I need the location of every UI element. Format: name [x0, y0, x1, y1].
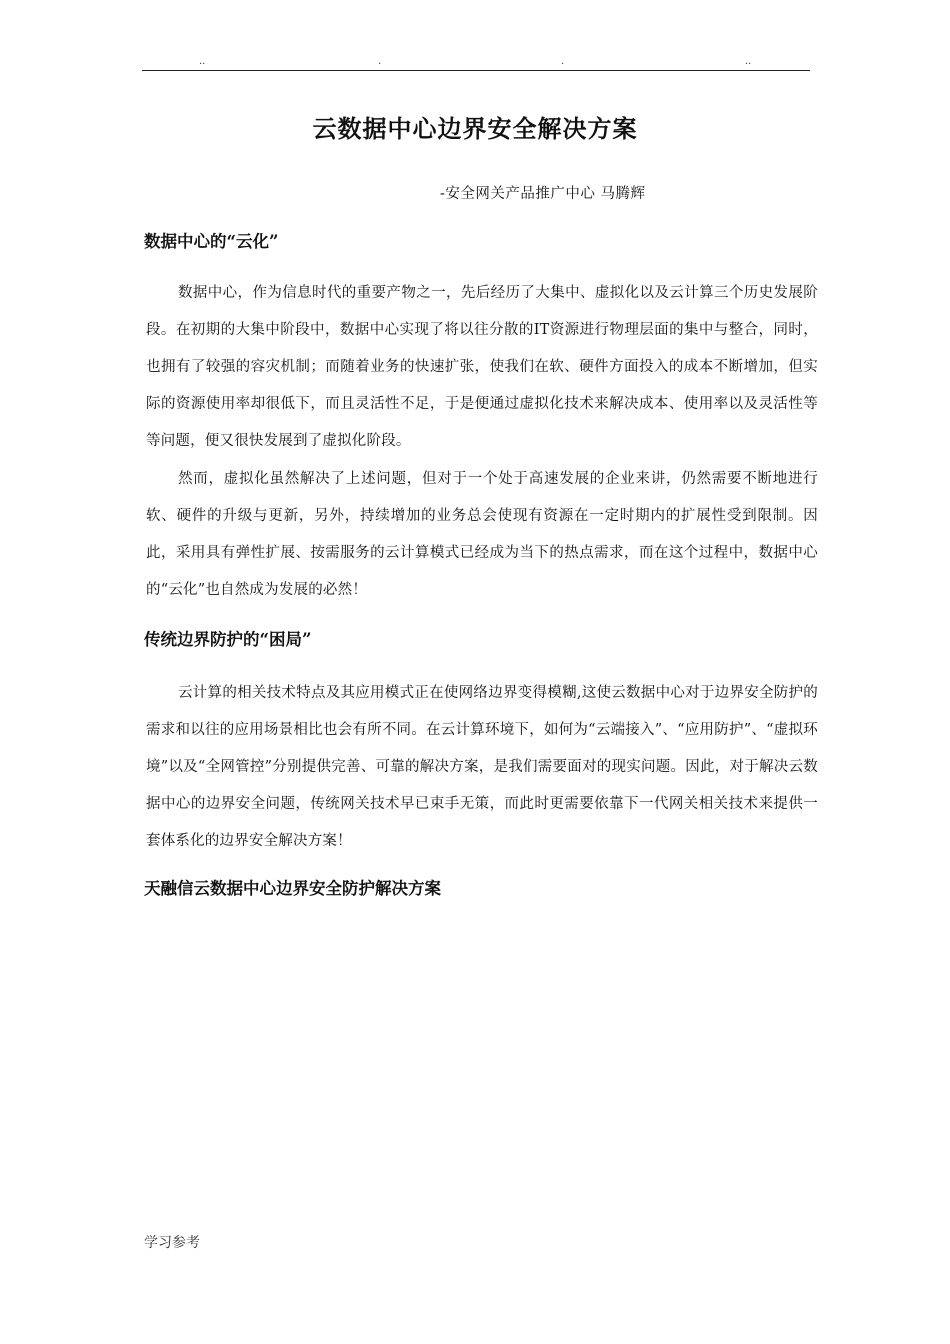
section-heading: 传统边界防护的“困局” — [144, 630, 312, 649]
body-paragraph: 数据中心，作为信息时代的重要产物之一，先后经历了大集中、虚拟化以及云计算三个历史发展阶段。在初期的大集中阶段中，数据中心实现了将以往分散的IT资源进行物理层面的集中与整合，同时，也拥有了较强的容灾机制；而随着业务的快速扩张，使我们在软、硬件方面投入的成本不断增加，但实际的资源使用率却很低下，而且灵活性不足，于是便通过虚拟化技术来解决成本、使用率以及灵活性等等问题，便又很快发展到了虚拟化阶段。 — [146, 285, 818, 449]
page-header-marks — [142, 56, 810, 70]
page-footer: 学习参考 — [144, 1235, 200, 1251]
header-mark: . — [378, 56, 382, 67]
header-mark: .. — [199, 56, 206, 67]
section-heading: 数据中心的“云化” — [144, 232, 279, 251]
header-mark: .. — [745, 56, 752, 67]
body-paragraph: 然而，虚拟化虽然解决了上述问题，但对于一个处于高速发展的企业来讲，仍然需要不断地进行软、硬件的升级与更新，另外，持续增加的业务总会使现有资源在一定时期内的扩展性受到限制。因此，采用具有弹性扩展、按需服务的云计算模式已经成为当下的热点需求，而在这个过程中，数据中心的“云化”也自然成为发展的必然！ — [146, 471, 818, 598]
header-rule — [142, 70, 810, 71]
document-title: 云数据中心边界安全解决方案 — [312, 114, 638, 143]
section-heading: 天融信云数据中心边界安全防护解决方案 — [144, 879, 441, 898]
body-paragraph: 云计算的相关技术特点及其应用模式正在使网络边界变得模糊,这使云数据中心对于边界安全防护的需求和以往的应用场景相比也会有所不同。在云计算环境下，如何为“云端接入”、“应用防护”、“虚拟环境”以及“全网管控”分别提供完善、可靠的解决方案，是我们需要面对的现实问题。因此，对于解决云数据中心的边界安全问题，传统网关技术早已束手无策，而此时更需要依靠下一代网关相关技术来提供一套体系化的边界安全解决方案！ — [146, 685, 818, 849]
header-mark: . — [561, 56, 565, 67]
author-byline: -安全网关产品推广中心 马腾辉 — [440, 186, 646, 202]
